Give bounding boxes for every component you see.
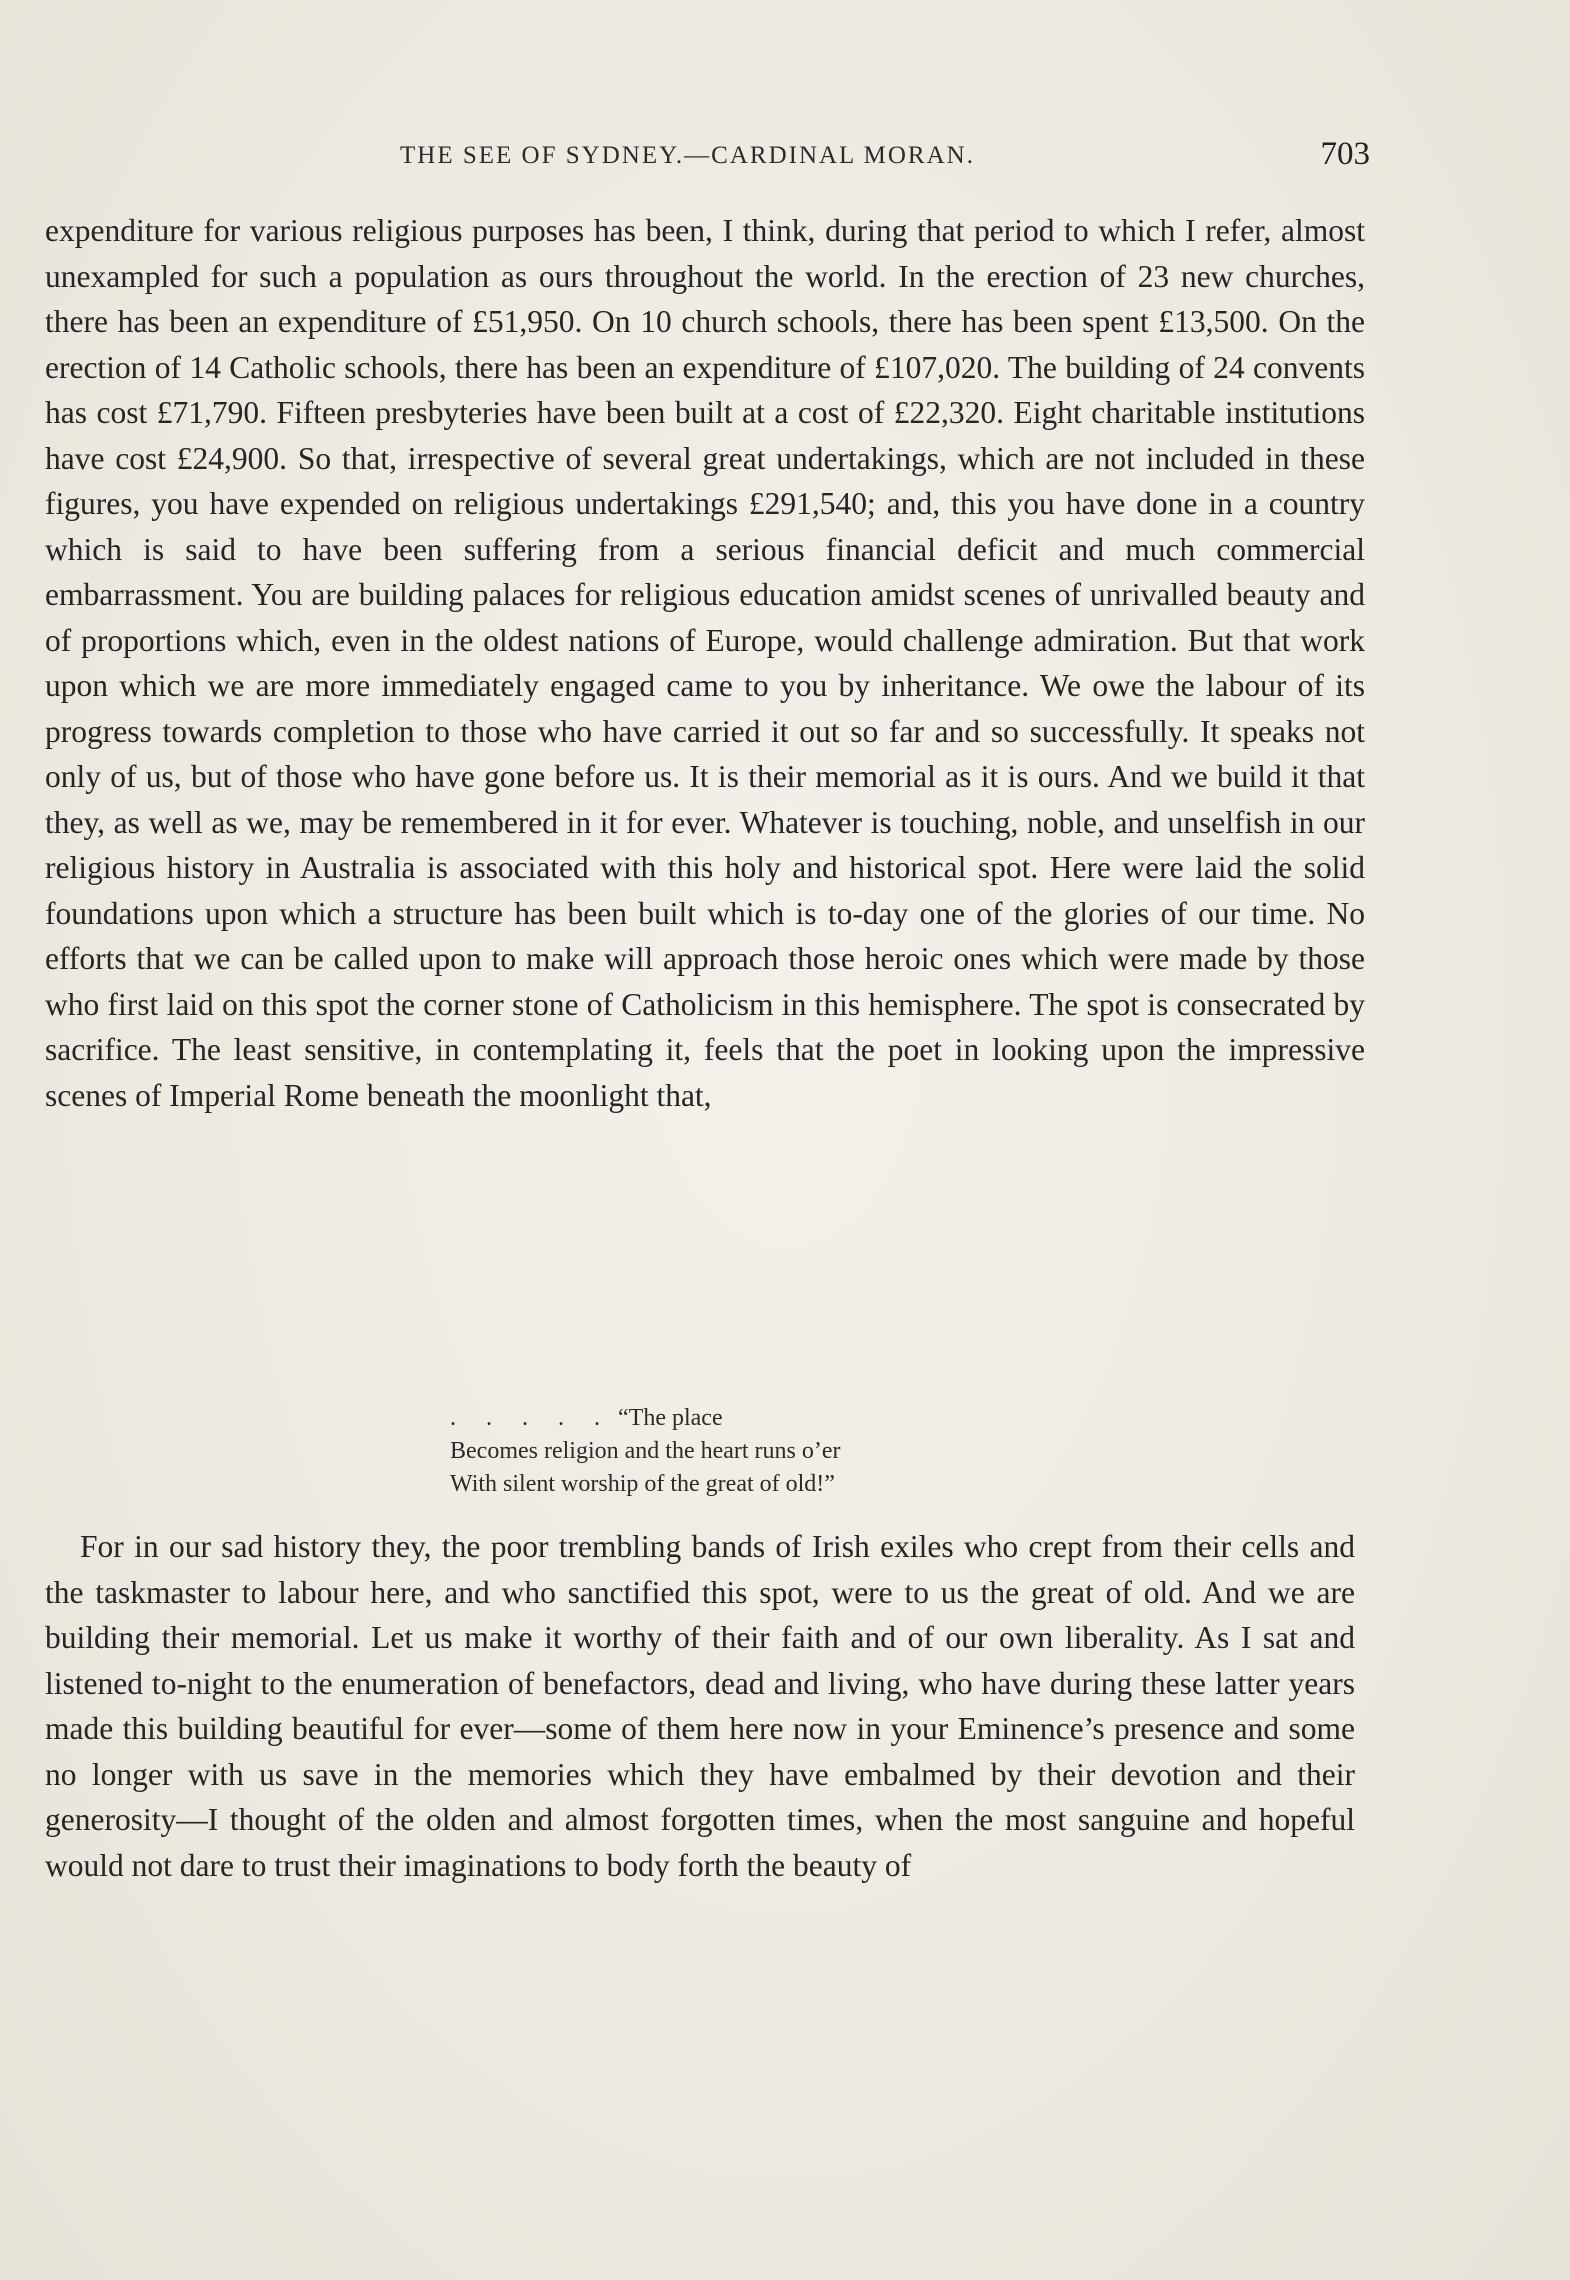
paragraph-text: expenditure for various religious purposes has been, I think, during that period to which I refer, almost unexampled for such a population as ours throughout the world. In the erection of 23 new churches, there has been an expenditure of £51,950. On 10 church schools, there has been spent £13,500. On the erection of 14 Catholic schools, there has been an expenditure of £107,020. The building of 24 convents has cost £71,790. Fifteen presbyteries have been built at a cost of £22,320. Eight charitable institutions have cost £24,900. So that, irrespective of several great undertakings, which are not included in these figures, you have expended on religious undertakings £291,540; and, this you have done in a country which is said to have been suffering from a serious financial deficit and much commercial embarrassment. You are building palaces for religious education amidst scenes of unrivalled beauty and of proportions which, even in the oldest nations of Europe, would challenge admiration. But that work upon which we are more immediately engaged came to you by inheritance. We owe the labour of its progress towards completion to those who have carried it out so far and so successfully. It speaks not only of us, but of those who have gone before us. It is their memorial as it is ours. And we build it that they, as well as we, may be remembered in it for ever. Whatever is touching, noble, and unselfish in our religious history in Australia is associated with this holy and historical spot. Here were laid the solid foundations upon which a structure has been built which is to-day one of the glories of our time. No efforts that we can be called upon to make will approach those heroic ones which were made by those who first laid on this spot the corner stone of Catholicism in this hemisphere. The spot is consecrated by sacrifice. The least sensitive, in contemplating it, feels that the poet in looking upon the impressive scenes of Imperial Rome beneath the moonlight that,	[45, 213, 1365, 1113]
paragraph-text: For in our sad history they, the poor trembling bands of Irish exiles who crept from their cells and the taskmaster to labour here, and who sanctified this spot, were to us the great of old. And we are building their memorial. Let us make it worthy of their faith and of our own liberality. As I sat and listened to-night to the enumeration of benefactors, dead and living, who have during these latter years made this building beautiful for ever—some of them here now in your Eminence’s presence and some no longer with us save in the memories which they have embalmed by their devotion and their generosity—I thought of the olden and almost forgotten times, when the most sanguine and hopeful would not dare to trust their imaginations to body forth the beauty of	[45, 1529, 1355, 1883]
running-head: THE SEE OF SYDNEY.—CARDINAL MORAN.	[400, 142, 975, 169]
body-paragraph-2	[45, 1524, 1355, 1888]
ellipsis-dots: . . . . .	[450, 1405, 612, 1431]
quote-line-1	[450, 1402, 1050, 1435]
quote-line-3: With silent worship of the great of old!”	[450, 1471, 835, 1497]
poem-quotation	[450, 1402, 1050, 1501]
page-header	[45, 136, 1370, 176]
page-number: 703	[1320, 136, 1370, 172]
quote-line-1-text: “The place	[618, 1405, 723, 1431]
body-paragraph-1	[45, 208, 1365, 1118]
quote-line-2: Becomes religion and the heart runs o’er	[450, 1438, 841, 1464]
